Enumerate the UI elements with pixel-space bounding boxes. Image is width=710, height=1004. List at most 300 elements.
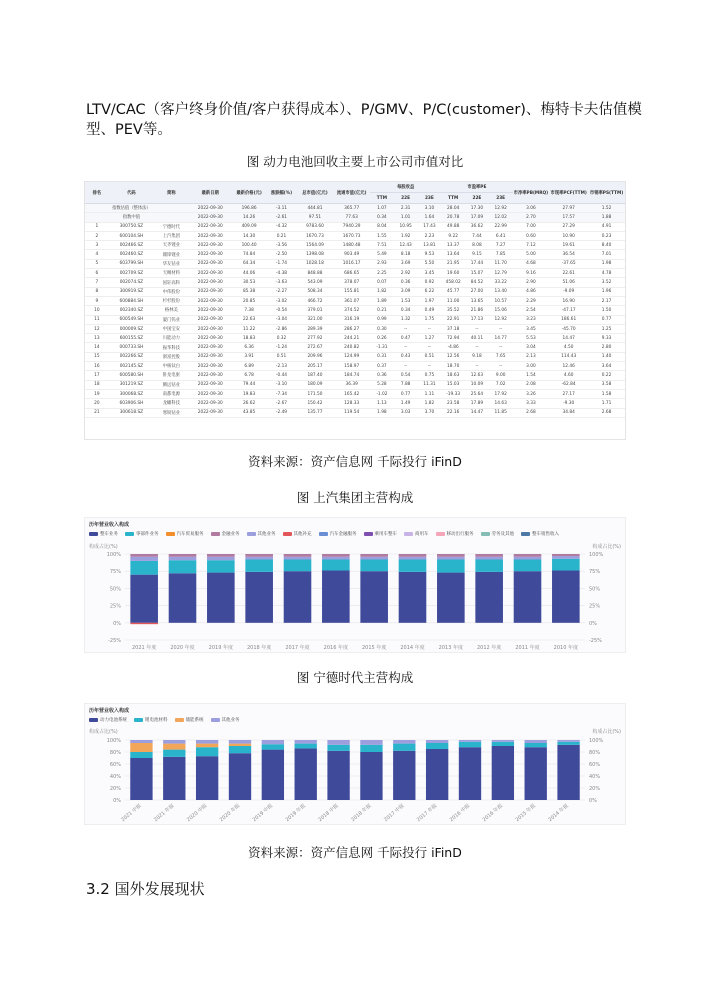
table-cell: 686.65 bbox=[333, 269, 370, 278]
table-cell: -3.63 bbox=[266, 278, 296, 287]
table-cell: 64.34 bbox=[232, 259, 267, 268]
table-cell: 19.83 bbox=[232, 389, 267, 398]
legend-swatch bbox=[319, 532, 328, 536]
table-cell: -1.31 bbox=[370, 343, 394, 352]
table-cell: 18 bbox=[85, 380, 109, 389]
table-cell: 22.91 bbox=[441, 315, 465, 324]
bar-segment bbox=[360, 554, 388, 557]
table-cell: 2022-09-30 bbox=[189, 371, 232, 380]
table-cell: 9.15 bbox=[465, 250, 489, 259]
bar-segment bbox=[130, 575, 158, 623]
table-cell: 12.43 bbox=[394, 241, 418, 250]
table-cell: 27.17 bbox=[549, 389, 588, 398]
table-cell: 444.81 bbox=[297, 204, 334, 213]
bar-segment bbox=[426, 743, 448, 749]
legend-swatch bbox=[134, 718, 143, 722]
saic-legend-item[interactable] bbox=[364, 531, 398, 537]
table-cell: 603799.SH bbox=[109, 259, 154, 268]
table-cell: -47.17 bbox=[549, 306, 588, 315]
table-cell: 11.00 bbox=[441, 296, 465, 305]
x-tick-label: 2015 年报 bbox=[514, 802, 537, 824]
table-cell: 378.07 bbox=[333, 278, 370, 287]
bar-segment bbox=[322, 557, 350, 560]
table-cell: -2.86 bbox=[266, 324, 296, 333]
table-cell: 14.63 bbox=[489, 399, 513, 408]
col-header: 代码 bbox=[109, 182, 154, 204]
table-cell: -- bbox=[418, 362, 442, 371]
table-cell: 13.64 bbox=[441, 250, 465, 259]
legend-label: 商用车 bbox=[415, 532, 429, 537]
table-cell: 中国宝安 bbox=[154, 324, 189, 333]
table-cell: 002145.SZ bbox=[109, 362, 154, 371]
table-cell: 2022-09-30 bbox=[189, 287, 232, 296]
table-cell: -3.56 bbox=[266, 241, 296, 250]
saic-legend-item[interactable] bbox=[436, 531, 474, 537]
bar-segment bbox=[262, 740, 284, 744]
table-cell: 2022-09-30 bbox=[189, 362, 232, 371]
bar-segment bbox=[552, 556, 580, 559]
table-cell: 28.04 bbox=[441, 204, 465, 213]
table-cell: -62.84 bbox=[549, 380, 588, 389]
table-cell: 15.07 bbox=[465, 269, 489, 278]
col-header: 23E bbox=[489, 193, 513, 204]
table-row bbox=[85, 324, 625, 333]
table-cell: 1.49 bbox=[394, 399, 418, 408]
table-cell: 4.91 bbox=[588, 222, 625, 231]
figure1-caption: 图 动力电池回收主要上市公司市值对比 bbox=[246, 154, 464, 169]
table-cell: 23.58 bbox=[441, 399, 465, 408]
table-cell: 0.49 bbox=[418, 306, 442, 315]
table-cell: 2022-09-30 bbox=[189, 269, 232, 278]
table-cell: 卧龙电驱 bbox=[154, 371, 189, 380]
catl-legend-item[interactable] bbox=[175, 717, 204, 723]
bar-segment bbox=[557, 742, 579, 745]
table-cell: 5.00 bbox=[513, 250, 550, 259]
group-header-eps: 每股收益 bbox=[370, 182, 441, 193]
y-tick-label-right: -25% bbox=[589, 638, 602, 644]
y-tick-label-right: 40% bbox=[589, 774, 601, 780]
table-cell: 277.92 bbox=[297, 334, 334, 343]
col-header: 排名 bbox=[85, 182, 109, 204]
table-cell: -1.24 bbox=[266, 343, 296, 352]
col-header-highlight: 总市值(亿元) bbox=[297, 182, 334, 204]
table-cell: 3.10 bbox=[418, 204, 442, 213]
x-tick-label: 2010 年度 bbox=[553, 645, 578, 651]
table-cell: 龙蟠科技 bbox=[154, 399, 189, 408]
table-cell: 2022-09-30 bbox=[189, 259, 232, 268]
table-row bbox=[85, 296, 625, 305]
table-cell: 1.53 bbox=[394, 296, 418, 305]
bar-segment bbox=[163, 750, 185, 757]
table-cell: 0.43 bbox=[394, 352, 418, 361]
table-cell: 17.57 bbox=[549, 213, 588, 222]
bar-segment bbox=[360, 745, 382, 752]
table-cell: 27.29 bbox=[549, 222, 588, 231]
bar-segment bbox=[475, 572, 503, 623]
saic-legend-item[interactable] bbox=[89, 531, 118, 537]
bar-segment bbox=[552, 559, 580, 571]
table-cell: 1.96 bbox=[588, 287, 625, 296]
y-tick-label: 25% bbox=[109, 603, 121, 610]
table-cell: 6 bbox=[85, 269, 109, 278]
table-cell: 19.60 bbox=[441, 269, 465, 278]
table-cell: 5.50 bbox=[418, 259, 442, 268]
bar-segment bbox=[492, 740, 514, 742]
table-cell: 2022-09-30 bbox=[189, 352, 232, 361]
table-cell: -- bbox=[418, 343, 442, 352]
table-cell: 25.64 bbox=[465, 389, 489, 398]
catl-legend-item[interactable] bbox=[211, 717, 240, 723]
catl-left-axis-label: 构成占比(%) bbox=[89, 729, 118, 735]
table-cell: 409.09 bbox=[232, 222, 267, 231]
x-tick-label: 2020 中报 bbox=[185, 802, 209, 824]
legend-label: 储能系统 bbox=[185, 718, 204, 723]
bar-segment bbox=[130, 758, 152, 800]
table-cell: -9.09 bbox=[549, 287, 588, 296]
table-cell: 16.90 bbox=[549, 296, 588, 305]
table-cell: 7.02 bbox=[489, 380, 513, 389]
bar-segment bbox=[130, 743, 152, 752]
saic-legend-item[interactable] bbox=[125, 531, 159, 537]
table-cell: 14.47 bbox=[465, 408, 489, 417]
bar-segment bbox=[426, 749, 448, 800]
table-cell: 300068.SZ bbox=[109, 389, 154, 398]
saic-legend bbox=[89, 531, 621, 537]
table-cell: 36.62 bbox=[465, 222, 489, 231]
bar-segment bbox=[163, 744, 185, 750]
table-cell: 124.99 bbox=[333, 352, 370, 361]
table-cell: 21.86 bbox=[465, 306, 489, 315]
table-cell bbox=[154, 204, 189, 213]
table-cell: -- bbox=[394, 362, 418, 371]
bar-segment bbox=[245, 572, 273, 623]
table-cell: 848.88 bbox=[297, 269, 334, 278]
y-tick-label: 0% bbox=[113, 798, 121, 804]
table-cell: 2.68 bbox=[513, 408, 550, 417]
legend-label: 整车业务 bbox=[100, 532, 118, 537]
y-tick-label: 50% bbox=[109, 586, 121, 593]
legend-label: 其他业务 bbox=[257, 532, 276, 537]
table-cell: 1480.48 bbox=[333, 241, 370, 250]
bar-segment bbox=[262, 750, 284, 800]
legend-swatch bbox=[166, 532, 175, 536]
table-cell: 10.95 bbox=[394, 222, 418, 231]
table-cell: 1028.18 bbox=[297, 259, 334, 268]
table-cell: 3.00 bbox=[513, 362, 550, 371]
table-row bbox=[85, 380, 625, 389]
table-cell: 厦门钨业 bbox=[154, 315, 189, 324]
table-cell: 187.40 bbox=[297, 371, 334, 380]
legend-label: 其他补充 bbox=[293, 532, 312, 537]
bar-segment bbox=[327, 751, 349, 800]
table-cell: 中伟股份 bbox=[154, 287, 189, 296]
table-cell: 1.40 bbox=[588, 352, 625, 361]
table-cell: 5.53 bbox=[513, 334, 550, 343]
table-cell: 1.27 bbox=[418, 334, 442, 343]
bar-segment bbox=[399, 560, 427, 572]
table-cell: 12.79 bbox=[489, 269, 513, 278]
legend-label: 金融业务 bbox=[221, 532, 240, 537]
bar-segment bbox=[196, 756, 218, 800]
table-cell: 20.78 bbox=[441, 213, 465, 222]
saic-left-axis-label: 构成占比(%) bbox=[89, 544, 118, 550]
table-cell: 1398.08 bbox=[297, 250, 334, 259]
saic-legend-item[interactable] bbox=[247, 531, 276, 537]
saic-legend-item[interactable] bbox=[166, 531, 204, 537]
bar-segment bbox=[492, 746, 514, 800]
table-cell: 0.07 bbox=[370, 278, 394, 287]
table-cell: 3.33 bbox=[513, 399, 550, 408]
table-cell: 1.88 bbox=[588, 213, 625, 222]
table-cell: 600580.SH bbox=[109, 371, 154, 380]
table-cell: 15.06 bbox=[489, 306, 513, 315]
col-header: 市现率PCF(TTM) bbox=[549, 182, 588, 204]
table-cell: -- bbox=[489, 343, 513, 352]
bar-segment bbox=[295, 740, 317, 744]
table-cell: 14.30 bbox=[232, 231, 267, 240]
table-cell: 300919.SZ bbox=[109, 287, 154, 296]
table-cell: 44.06 bbox=[232, 269, 267, 278]
table-cell: -3.04 bbox=[266, 315, 296, 324]
table-cell: 9.00 bbox=[489, 371, 513, 380]
y-tick-label-right: 80% bbox=[589, 750, 601, 756]
table-group-header-row bbox=[85, 182, 625, 193]
table-cell: 9 bbox=[85, 296, 109, 305]
bar-segment bbox=[437, 573, 465, 623]
x-tick-label: 2016 中报 bbox=[448, 802, 472, 824]
table-cell: 4.68 bbox=[513, 259, 550, 268]
bar-segment bbox=[459, 747, 481, 800]
bar-segment bbox=[322, 571, 350, 623]
bar-segment bbox=[245, 560, 273, 572]
table-body bbox=[85, 204, 625, 418]
table-cell: 指数估值（整体法） bbox=[109, 204, 154, 213]
table-cell: 12.92 bbox=[489, 315, 513, 324]
table-row bbox=[85, 389, 625, 398]
x-tick-label: 2015 年度 bbox=[362, 645, 387, 651]
y-tick-label: 100% bbox=[106, 738, 121, 744]
table-cell: 180.09 bbox=[297, 380, 334, 389]
table-row bbox=[85, 371, 625, 380]
table-cell: -3.10 bbox=[266, 380, 296, 389]
table-cell: 2022-09-30 bbox=[189, 343, 232, 352]
bar-segment bbox=[130, 623, 158, 624]
bar-segment bbox=[284, 557, 312, 560]
saic-legend-item[interactable] bbox=[404, 531, 429, 537]
table-cell: -0.54 bbox=[266, 306, 296, 315]
table-cell: 97.51 bbox=[297, 213, 334, 222]
table-row bbox=[85, 315, 625, 324]
table-cell: 2022-09-30 bbox=[189, 231, 232, 240]
table-cell: 49.88 bbox=[441, 222, 465, 231]
table-cell: -1.02 bbox=[370, 389, 394, 398]
table-cell: 11.70 bbox=[489, 259, 513, 268]
table-cell: 1.98 bbox=[588, 259, 625, 268]
table-cell: 20.85 bbox=[232, 296, 267, 305]
table-cell: 1.75 bbox=[418, 315, 442, 324]
y-tick-label: 40% bbox=[109, 774, 121, 780]
table-cell: 7.01 bbox=[588, 250, 625, 259]
table-cell: 南都电源 bbox=[154, 389, 189, 398]
bar-segment bbox=[475, 557, 503, 560]
bar-segment bbox=[552, 554, 580, 556]
table-cell: 379.01 bbox=[297, 306, 334, 315]
bar-segment bbox=[360, 740, 382, 745]
x-tick-label: 2021 中报 bbox=[120, 802, 143, 824]
saic-legend-item[interactable] bbox=[319, 531, 357, 537]
table-cell: 3.58 bbox=[588, 380, 625, 389]
table-cell: 振华科技 bbox=[154, 343, 189, 352]
bar-segment bbox=[437, 560, 465, 573]
table-cell: 184.74 bbox=[333, 371, 370, 380]
catl-legend-item[interactable] bbox=[134, 717, 168, 723]
x-tick-label: 2016 年度 bbox=[323, 645, 348, 651]
x-tick-label: 2013 年度 bbox=[438, 645, 463, 651]
table-cell: 2022-09-30 bbox=[189, 250, 232, 259]
legend-swatch bbox=[211, 532, 220, 536]
table-cell: -3.11 bbox=[266, 204, 296, 213]
table-cell: 4.86 bbox=[513, 287, 550, 296]
table-cell: 209.96 bbox=[297, 352, 334, 361]
bar-segment bbox=[360, 752, 382, 800]
table-cell: 1016.17 bbox=[333, 259, 370, 268]
bar-segment bbox=[163, 757, 185, 800]
col-header: 最新价格(元) bbox=[232, 182, 267, 204]
table-cell: 3.45 bbox=[513, 324, 550, 333]
table-cell: 1.64 bbox=[418, 213, 442, 222]
x-tick-label: 2016 年报 bbox=[481, 802, 505, 824]
col-header: 23E bbox=[418, 193, 442, 204]
catl-right-axis-label: 构成占比(%) bbox=[592, 729, 621, 735]
table-cell: 1.13 bbox=[370, 399, 394, 408]
bar-segment bbox=[426, 740, 448, 743]
bar-segment bbox=[525, 747, 547, 800]
table-cell: 6.89 bbox=[232, 362, 267, 371]
saic-legend-item[interactable] bbox=[521, 531, 559, 537]
bar-segment bbox=[295, 744, 317, 749]
table-cell: 3.03 bbox=[394, 408, 418, 417]
table-cell: 43.85 bbox=[232, 408, 267, 417]
x-tick-label: 2014 年度 bbox=[400, 645, 425, 651]
table-cell: 37.18 bbox=[441, 324, 465, 333]
table-cell: 7.38 bbox=[232, 306, 267, 315]
saic-legend-item[interactable] bbox=[283, 531, 312, 537]
table-cell: 3.91 bbox=[232, 352, 267, 361]
table-cell: 2.25 bbox=[370, 269, 394, 278]
bar-segment bbox=[459, 742, 481, 747]
catl-legend-item[interactable] bbox=[89, 717, 127, 723]
bar-segment bbox=[130, 557, 158, 561]
legend-swatch bbox=[436, 532, 445, 536]
table-cell: 1.82 bbox=[370, 287, 394, 296]
bar-segment bbox=[459, 740, 481, 742]
table-cell: 国轩高科 bbox=[154, 278, 189, 287]
bar-segment bbox=[322, 554, 350, 557]
table-cell: 14.77 bbox=[489, 334, 513, 343]
table-cell: 2.13 bbox=[513, 352, 550, 361]
table-cell: 2022-09-30 bbox=[189, 278, 232, 287]
table-cell: 12.02 bbox=[489, 213, 513, 222]
table-cell: 2.31 bbox=[394, 204, 418, 213]
table-cell: 300750.SZ bbox=[109, 222, 154, 231]
table-cell: 7.85 bbox=[489, 250, 513, 259]
table-cell: 2022-09-30 bbox=[189, 315, 232, 324]
intro-paragraph: LTV/CAC（客户终身价值/客户获得成本）、P/GMV、P/C(customer)、梅特卡夫估值模型、PEV等。 bbox=[86, 102, 642, 138]
table-cell: 8.08 bbox=[465, 241, 489, 250]
table-cell: 22.63 bbox=[232, 315, 267, 324]
legend-swatch bbox=[247, 532, 256, 536]
table-cell: 2022-09-30 bbox=[189, 399, 232, 408]
table-cell: 11.31 bbox=[418, 380, 442, 389]
table-cell: -37.65 bbox=[549, 259, 588, 268]
table-cell: 9.18 bbox=[465, 352, 489, 361]
bar-segment bbox=[525, 740, 547, 743]
legend-swatch bbox=[521, 532, 530, 536]
table-cell: 11 bbox=[85, 315, 109, 324]
table-cell: 0.32 bbox=[266, 334, 296, 343]
table-cell: 17.09 bbox=[465, 213, 489, 222]
table-cell: 3.52 bbox=[588, 278, 625, 287]
table-cell: 0.34 bbox=[370, 213, 394, 222]
legend-swatch bbox=[125, 532, 134, 536]
table-cell: 1.92 bbox=[394, 231, 418, 240]
x-tick-label: 2017 年报 bbox=[415, 802, 439, 824]
saic-legend-item[interactable] bbox=[211, 531, 240, 537]
table-cell: 2.80 bbox=[588, 343, 625, 352]
table-cell: 1.89 bbox=[370, 296, 394, 305]
x-tick-label: 2018 年度 bbox=[247, 645, 272, 651]
table-cell: 002074.SZ bbox=[109, 278, 154, 287]
col-header: 简称 bbox=[154, 182, 189, 204]
table-cell: 600884.SH bbox=[109, 296, 154, 305]
table-cell: 100.40 bbox=[232, 241, 267, 250]
table-cell: 上汽集团 bbox=[154, 231, 189, 240]
table-cell: 17.92 bbox=[489, 389, 513, 398]
table-cell: 0.92 bbox=[418, 278, 442, 287]
y-tick-label-right: 0% bbox=[589, 620, 597, 627]
table-cell: 286.27 bbox=[333, 324, 370, 333]
x-tick-label: 2021 年报 bbox=[153, 802, 176, 824]
table-cell: -4.38 bbox=[266, 269, 296, 278]
table-cell: 2.17 bbox=[588, 296, 625, 305]
table-cell: 3 bbox=[85, 241, 109, 250]
bar-segment bbox=[514, 571, 542, 623]
table-cell: 205.17 bbox=[297, 362, 334, 371]
table-cell: 22.16 bbox=[441, 408, 465, 417]
table-cell bbox=[154, 213, 189, 222]
saic-legend-item[interactable] bbox=[481, 531, 515, 537]
x-tick-label: 2017 年度 bbox=[285, 645, 310, 651]
table-cell: 2.54 bbox=[513, 306, 550, 315]
table-cell: 374.52 bbox=[333, 306, 370, 315]
bar-segment bbox=[245, 554, 273, 557]
table-cell: 5.49 bbox=[370, 250, 394, 259]
table-cell: 川能动力 bbox=[154, 334, 189, 343]
legend-swatch bbox=[364, 532, 373, 536]
table-cell: 0.99 bbox=[370, 315, 394, 324]
legend-label: 劳务及其他 bbox=[491, 532, 514, 537]
table-cell: 1.54 bbox=[513, 371, 550, 380]
table-cell: 18.63 bbox=[441, 371, 465, 380]
table-cell: -- bbox=[465, 324, 489, 333]
table-cell: 51.06 bbox=[549, 278, 588, 287]
bar-segment bbox=[393, 751, 415, 800]
table-cell: 天齐锂业 bbox=[154, 241, 189, 250]
x-tick-label: 2018 年报 bbox=[350, 802, 373, 824]
x-tick-label: 2014 年报 bbox=[547, 802, 570, 824]
table-cell: 4.60 bbox=[549, 371, 588, 380]
table-cell: 赣锋锂业 bbox=[154, 250, 189, 259]
